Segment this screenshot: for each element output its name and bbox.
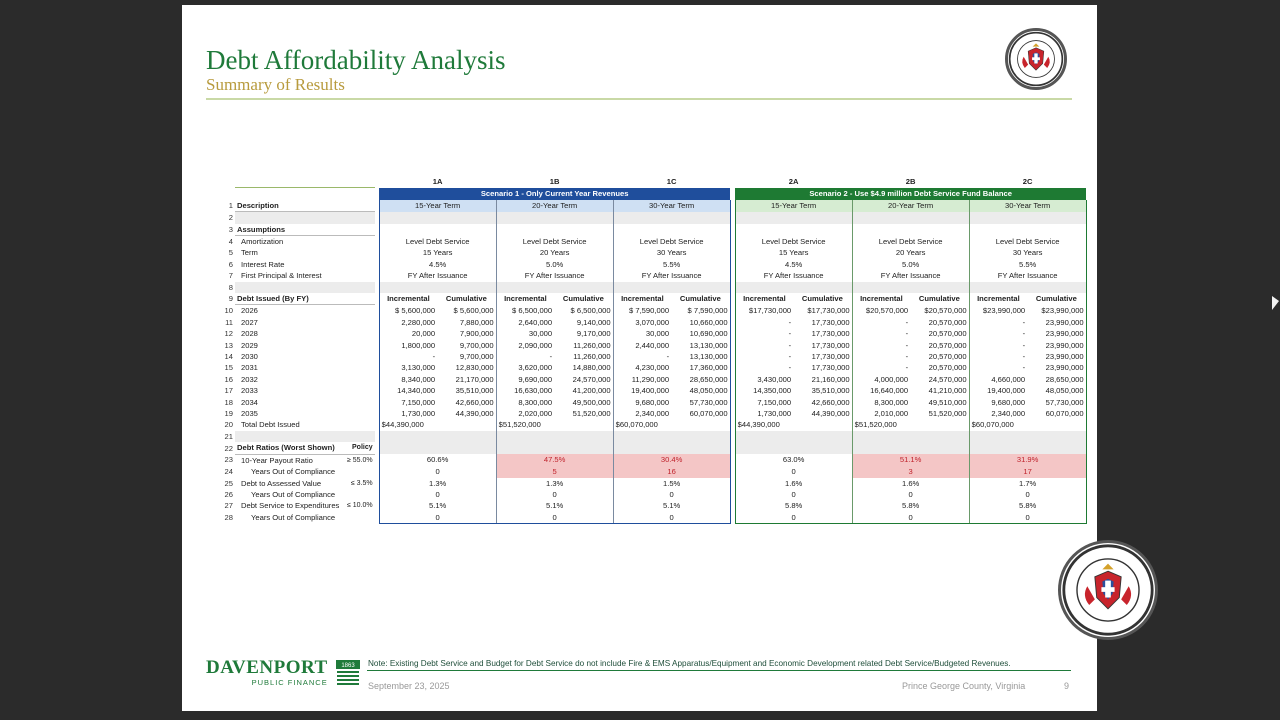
- incremental-value: 19,400,000: [613, 385, 671, 396]
- table-row: 26 Years Out of Compliance 0 0 0 0 0 0: [221, 489, 1086, 500]
- fiscal-year: 2027: [241, 317, 258, 327]
- cumulative-value: 35,510,000: [811, 386, 850, 396]
- cumulative-value: 60,070,000: [671, 408, 730, 419]
- cumulative-value: 49,510,000: [928, 397, 967, 407]
- cumulative-value: $ 6,500,000: [570, 306, 611, 316]
- cumulative-value: 17,360,000: [671, 362, 730, 373]
- cumulative-value: 44,390,000: [455, 409, 494, 419]
- mouse-cursor-icon: [1272, 296, 1279, 310]
- empty-cell: [345, 317, 375, 328]
- table-row: 22 Debt Ratios (Worst Shown) Policy: [221, 442, 1086, 454]
- empty-cell: [345, 362, 375, 373]
- incremental-value: 8,300,000: [852, 397, 910, 408]
- table-row: [221, 340, 1086, 351]
- incremental-value: 2,280,000: [379, 317, 437, 328]
- cumulative-value: 21,160,000: [811, 374, 850, 384]
- incremental-value: 7,150,000: [379, 397, 437, 408]
- row-number: 14: [224, 352, 233, 362]
- row-number: 13: [224, 340, 233, 350]
- county-seal-icon: [1005, 28, 1067, 90]
- incremental-value: 4,230,000: [613, 362, 671, 373]
- fiscal-year: 2029: [241, 340, 258, 350]
- empty-cell: [345, 351, 375, 362]
- incremental-value: -: [735, 317, 793, 328]
- incremental-value: 4,660,000: [969, 374, 1027, 385]
- cumulative-value: 20,570,000: [928, 317, 967, 327]
- incremental-value: 16,630,000: [496, 385, 554, 396]
- cumulative-value: 23,990,000: [1027, 351, 1086, 362]
- cumulative-value: 51,520,000: [928, 409, 967, 419]
- incremental-value: 2,010,000: [852, 408, 910, 419]
- cumulative-value: 13,130,000: [671, 340, 730, 351]
- incremental-value: $ 6,500,000: [496, 305, 554, 317]
- incremental-value: 8,340,000: [379, 374, 437, 385]
- cumulative-value: 23,990,000: [1027, 340, 1086, 351]
- scenario-1-title: Scenario 1 - Only Current Year Revenues: [379, 188, 730, 200]
- incremental-value: -: [969, 340, 1027, 351]
- empty-cell: [345, 385, 375, 396]
- table-row: 28 Years Out of Compliance 0 0 0 0 0 0: [221, 512, 1086, 524]
- row-number: 18: [224, 397, 233, 407]
- incremental-value: 30,000: [496, 328, 554, 339]
- scenario-2-title: Scenario 2 - Use $4.9 million Debt Service Fund Balance: [735, 188, 1086, 200]
- cumulative-value: 20,570,000: [928, 340, 967, 350]
- debt-issued-rows: [221, 305, 1086, 420]
- incremental-value: 3,130,000: [379, 362, 437, 373]
- cumulative-value: 17,730,000: [811, 363, 850, 373]
- incremental-value: 9,680,000: [613, 397, 671, 408]
- incremental-value: -: [735, 328, 793, 339]
- fiscal-year: 2033: [241, 386, 258, 396]
- page-subtitle: Summary of Results: [206, 75, 345, 94]
- page-title: Debt Affordability Analysis: [206, 45, 506, 75]
- table-row: 20 Total Debt Issued $44,390,000 $51,520,000 $60,070,000 $44,390,000 $51,520,000 $60,070,000: [221, 419, 1086, 430]
- logo-year: 1863: [341, 663, 355, 669]
- cumulative-value: 41,200,000: [572, 386, 611, 396]
- cumulative-value: 7,880,000: [459, 317, 494, 327]
- incremental-value: 1,730,000: [735, 408, 793, 419]
- cumulative-value: 57,730,000: [671, 397, 730, 408]
- incremental-value: 7,150,000: [735, 397, 793, 408]
- incremental-value: 1,730,000: [379, 408, 437, 419]
- cumulative-value: 23,990,000: [1027, 362, 1086, 373]
- incremental-value: -: [969, 351, 1027, 362]
- table-row: 25 Debt to Assessed Value ≤ 3.5% 1.3% 1.3% 1.5% 1.6% 1.6% 1.7%: [221, 478, 1086, 489]
- cumulative-value: 41,210,000: [928, 386, 967, 396]
- scenario-code: 2B: [905, 177, 916, 187]
- cumulative-value: 10,690,000: [671, 328, 730, 339]
- cumulative-value: 9,170,000: [576, 329, 611, 339]
- scenario-code: 2C: [1022, 177, 1033, 187]
- davenport-logo: DAVENPORT PUBLIC FINANCE: [206, 657, 328, 687]
- row-number: 12: [224, 329, 233, 339]
- table-row: 8: [221, 282, 1086, 293]
- incremental-value: 20,000: [379, 328, 437, 339]
- cumulative-value: $20,570,000: [924, 306, 967, 316]
- cumulative-value: 11,260,000: [573, 340, 611, 350]
- summary-table: [221, 176, 1087, 524]
- table-row: 9 Debt Issued (By FY) Incremental Cumulative Incremental Cumulative Incremental Cumulative Incremental Cumulative Incremental Cumulative Incremental Cumulative: [221, 293, 1086, 305]
- incremental-value: -: [852, 362, 910, 373]
- cumulative-value: 28,650,000: [1027, 374, 1086, 385]
- row-number: 10: [224, 306, 233, 316]
- incremental-value: -: [613, 351, 671, 362]
- cumulative-value: $ 5,600,000: [453, 306, 494, 316]
- incremental-value: 19,400,000: [969, 385, 1027, 396]
- cumulative-value: 44,390,000: [811, 409, 850, 419]
- incremental-value: -: [496, 351, 554, 362]
- table-row: [221, 328, 1086, 339]
- cumulative-value: 17,730,000: [811, 340, 850, 350]
- cumulative-value: 9,140,000: [576, 317, 611, 327]
- cumulative-value: 21,170,000: [455, 374, 494, 384]
- title-rule: [206, 98, 1072, 100]
- cumulative-value: 10,660,000: [671, 317, 730, 328]
- incremental-value: 2,340,000: [613, 408, 671, 419]
- row-number: 15: [224, 363, 233, 373]
- table-row: 1 Description 15-Year Term 20-Year Term 30-Year Term 15-Year Term 20-Year Term 30-Year Term: [221, 200, 1086, 212]
- incremental-value: -: [852, 351, 910, 362]
- table-row: 7 First Principal & Interest FY After Issuance FY After Issuance FY After Issuance FY After Issuance FY After Issuance FY After Issuance: [221, 270, 1086, 281]
- row-number: 11: [225, 317, 233, 327]
- cumulative-value: 11,260,000: [573, 352, 611, 362]
- empty-cell: [345, 397, 375, 408]
- incremental-value: 2,440,000: [613, 340, 671, 351]
- table-row: [221, 351, 1086, 362]
- cumulative-value: 24,570,000: [928, 374, 967, 384]
- table-row: 6 Interest Rate 4.5% 5.0% 5.5% 4.5% 5.0% 5.5%: [221, 259, 1086, 270]
- incremental-value: 3,070,000: [613, 317, 671, 328]
- cumulative-value: 9,700,000: [459, 352, 494, 362]
- incremental-value: $20,570,000: [852, 305, 910, 317]
- incremental-value: 8,300,000: [496, 397, 554, 408]
- incremental-value: -: [852, 317, 910, 328]
- cumulative-value: $23,990,000: [1027, 305, 1086, 317]
- table-row: [221, 305, 1086, 317]
- table-row: [221, 385, 1086, 396]
- cumulative-value: 23,990,000: [1027, 317, 1086, 328]
- empty-cell: [345, 328, 375, 339]
- empty-cell: [345, 374, 375, 385]
- table-row: [221, 408, 1086, 419]
- cumulative-value: 14,880,000: [572, 363, 611, 373]
- cumulative-value: 7,900,000: [459, 329, 494, 339]
- incremental-value: 1,800,000: [379, 340, 437, 351]
- incremental-value: -: [969, 328, 1027, 339]
- cumulative-value: 17,730,000: [811, 329, 850, 339]
- cumulative-value: 48,050,000: [671, 385, 730, 396]
- empty-cell: [345, 305, 375, 317]
- incremental-value: 3,430,000: [735, 374, 793, 385]
- fiscal-year: 2034: [241, 397, 258, 407]
- table-row: 3 Assumptions: [221, 224, 1086, 236]
- table-row: 24 Years Out of Compliance 0 5 16 0 3 17: [221, 466, 1086, 477]
- table-row: [221, 374, 1086, 385]
- cumulative-value: 51,520,000: [572, 409, 611, 419]
- cumulative-value: 28,650,000: [671, 374, 730, 385]
- cumulative-value: 20,570,000: [928, 352, 967, 362]
- incremental-value: -: [379, 351, 437, 362]
- incremental-value: $23,990,000: [969, 305, 1027, 317]
- incremental-value: 30,000: [613, 328, 671, 339]
- incremental-value: -: [852, 340, 910, 351]
- incremental-value: 3,620,000: [496, 362, 554, 373]
- fiscal-year: 2032: [241, 374, 258, 384]
- incremental-value: -: [735, 362, 793, 373]
- cumulative-value: 23,990,000: [1027, 328, 1086, 339]
- incremental-value: 11,290,000: [613, 374, 671, 385]
- fiscal-year: 2031: [241, 363, 258, 373]
- incremental-value: -: [969, 362, 1027, 373]
- footer-date: September 23, 2025: [368, 681, 450, 691]
- fiscal-year: 2028: [241, 329, 258, 339]
- fiscal-year: 2030: [241, 352, 258, 362]
- scenario-codes-row: [221, 176, 1086, 188]
- incremental-value: 14,340,000: [379, 385, 437, 396]
- footer-note: Note: Existing Debt Service and Budget for Debt Service do not include Fire & EMS Apparatus/Equipment and Economic Development related Debt Service/Budgeted Revenues.: [368, 659, 1011, 668]
- cumulative-value: 9,700,000: [459, 340, 494, 350]
- cumulative-value: 17,730,000: [811, 317, 850, 327]
- cumulative-value: 24,570,000: [572, 374, 611, 384]
- incremental-value: -: [735, 351, 793, 362]
- incremental-value: -: [969, 317, 1027, 328]
- incremental-value: 9,680,000: [969, 397, 1027, 408]
- cumulative-value: 20,570,000: [928, 363, 967, 373]
- table-row: 4 Amortization Level Debt Service Level Debt Service Level Debt Service Level Debt Service Level Debt Service Level Debt Service: [221, 235, 1086, 247]
- table-row: [221, 317, 1086, 328]
- cumulative-value: 12,830,000: [455, 363, 494, 373]
- fiscal-year: 2026: [241, 306, 258, 316]
- row-number: 16: [224, 374, 233, 384]
- incremental-value: 2,020,000: [496, 408, 554, 419]
- row-number: 17: [224, 386, 233, 396]
- scenario-code: 1C: [666, 177, 677, 187]
- cumulative-value: 13,130,000: [671, 351, 730, 362]
- cumulative-value: 60,070,000: [1027, 408, 1086, 419]
- cumulative-value: $ 7,590,000: [671, 305, 730, 317]
- cumulative-value: 57,730,000: [1027, 397, 1086, 408]
- fiscal-year: 2035: [241, 409, 258, 419]
- empty-cell: [345, 340, 375, 351]
- incremental-value: 2,090,000: [496, 340, 554, 351]
- scenario-titles-row: [221, 188, 1086, 200]
- cumulative-value: 35,510,000: [455, 386, 494, 396]
- cumulative-value: 42,660,000: [455, 397, 494, 407]
- county-seal-large-icon: [1058, 540, 1158, 640]
- cumulative-value: 48,050,000: [1027, 385, 1086, 396]
- table-row: [221, 362, 1086, 373]
- page-number: 9: [1064, 681, 1070, 691]
- row-number: 19: [224, 409, 233, 419]
- incremental-value: 14,350,000: [735, 385, 793, 396]
- table-row: 23 10-Year Payout Ratio ≥ 55.0% 60.6% 47.5% 30.4% 63.0% 51.1% 31.9%: [221, 454, 1086, 466]
- scenario-code: 1A: [432, 177, 443, 187]
- table-row: 21: [221, 431, 1086, 442]
- cumulative-value: $17,730,000: [807, 306, 850, 316]
- table-row: [221, 397, 1086, 408]
- empty-cell: [345, 408, 375, 419]
- cumulative-value: 49,500,000: [572, 397, 611, 407]
- cumulative-value: 20,570,000: [928, 329, 967, 339]
- incremental-value: 4,000,000: [852, 374, 910, 385]
- table-row: 5 Term 15 Years 20 Years 30 Years 15 Years 20 Years 30 Years: [221, 247, 1086, 258]
- table-row: 27 Debt Service to Expenditures ≤ 10.0% 5.1% 5.1% 5.1% 5.8% 5.8% 5.8%: [221, 500, 1086, 511]
- incremental-value: -: [735, 340, 793, 351]
- incremental-value: 16,640,000: [852, 385, 910, 396]
- incremental-value: -: [852, 328, 910, 339]
- scenario-code: 1B: [549, 177, 560, 187]
- cumulative-value: 42,660,000: [811, 397, 850, 407]
- incremental-value: 2,640,000: [496, 317, 554, 328]
- incremental-value: $17,730,000: [735, 305, 793, 317]
- incremental-value: 9,690,000: [496, 374, 554, 385]
- table-row: 2: [221, 212, 1086, 224]
- footer-organization: Prince George County, Virginia: [902, 681, 1026, 691]
- incremental-value: $ 7,590,000: [613, 305, 671, 317]
- footer-rule: [367, 670, 1071, 671]
- davenport-logo-mark-icon: [336, 660, 360, 686]
- incremental-value: 2,340,000: [969, 408, 1027, 419]
- incremental-value: $ 5,600,000: [379, 305, 437, 317]
- scenario-code: 2A: [788, 177, 799, 187]
- cumulative-value: 17,730,000: [811, 352, 850, 362]
